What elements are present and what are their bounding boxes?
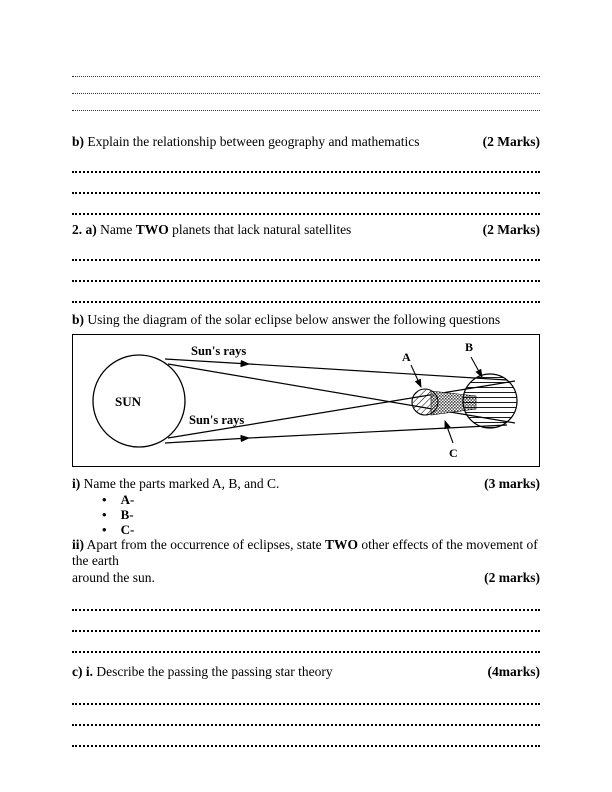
question-2bii-line1 — [72, 537, 540, 569]
solar-eclipse-diagram — [72, 334, 540, 467]
question-2a-keyword: TWO — [135, 222, 169, 237]
answer-line — [72, 173, 540, 194]
answer-line — [72, 705, 540, 726]
question-2bii — [72, 537, 540, 586]
question-2a-pre: Name — [96, 222, 136, 237]
answer-lines-top — [72, 60, 540, 111]
question-2bii-keyword: TWO — [325, 537, 359, 552]
label-c: C — [449, 446, 458, 460]
answer-bullet-list — [102, 492, 540, 537]
rays-label-bottom: Sun's rays — [189, 413, 245, 427]
bullet-item-c: • C- — [102, 522, 540, 537]
answer-line — [72, 726, 540, 747]
question-2b — [72, 311, 540, 328]
question-1b-body: Explain the relationship between geography and mathematics — [84, 134, 420, 149]
question-2ci-marks: (4marks) — [487, 664, 540, 679]
question-2b-label: b) — [72, 312, 85, 327]
question-2b-body: Using the diagram of the solar eclipse below answer the following questions — [84, 312, 501, 327]
question-1b — [72, 133, 540, 150]
ray-line-top-cont — [249, 364, 507, 380]
answer-line — [72, 684, 540, 705]
answer-line — [72, 240, 540, 261]
question-1b-label: b) — [72, 134, 85, 149]
answer-line — [72, 194, 540, 215]
question-2bii-label: ii) — [72, 537, 84, 552]
question-2bi-label: i) — [72, 476, 81, 491]
answer-line — [72, 282, 540, 303]
question-2bii-pre: Apart from the occurrence of eclipses, state — [84, 537, 326, 552]
ray-line-bottom-cont — [249, 425, 507, 438]
bullet-item-a: • A- — [102, 492, 540, 507]
question-2bii-line2 — [72, 569, 540, 586]
answer-line — [72, 94, 540, 111]
question-2bi-body: Name the parts marked A, B, and C. — [80, 476, 280, 491]
question-2bi-marks: (3 marks) — [484, 476, 540, 491]
answer-line — [72, 60, 540, 77]
pointer-a — [411, 365, 421, 387]
answer-line — [72, 632, 540, 653]
question-2a-post: planets that lack natural satellites — [168, 222, 352, 237]
question-2bii-line2-text: around the sun. — [72, 570, 155, 585]
label-a: A — [402, 350, 411, 364]
question-1b-text — [72, 133, 420, 150]
question-2a-marks: (2 Marks) — [482, 222, 540, 237]
question-2bii-marks: (2 marks) — [484, 570, 540, 585]
sun-label: SUN — [115, 394, 142, 409]
pointer-c — [445, 421, 453, 443]
ray-line-bottom — [165, 438, 249, 443]
answer-line — [72, 261, 540, 282]
question-2ci-text — [72, 663, 333, 680]
rays-label-top: Sun's rays — [191, 344, 247, 358]
question-2a-label: 2. a) — [72, 222, 97, 237]
question-2ci — [72, 663, 540, 680]
ray-line-top — [165, 359, 249, 364]
earth-circle — [463, 374, 517, 428]
answer-lines-2a — [72, 240, 540, 303]
answer-line — [72, 590, 540, 611]
eclipse-svg — [73, 335, 539, 466]
question-1b-marks: (2 Marks) — [482, 134, 540, 149]
answer-lines-2ci — [72, 684, 540, 747]
answer-lines-1b — [72, 152, 540, 215]
question-2b-text — [72, 311, 500, 328]
answer-line — [72, 77, 540, 94]
bullet-item-b: • B- — [102, 507, 540, 522]
question-2bi-text — [72, 475, 279, 492]
question-2ci-body: Describe the passing the passing star theory — [93, 664, 333, 679]
answer-line — [72, 611, 540, 632]
question-2ci-label: c) i. — [72, 664, 93, 679]
answer-line — [72, 152, 540, 173]
question-2bii-post: other effects of the movement of the earth — [72, 537, 538, 568]
question-2bi — [72, 475, 540, 492]
answer-lines-2bii — [72, 590, 540, 653]
question-2a-text — [72, 221, 351, 238]
label-b: B — [465, 340, 474, 354]
question-2a — [72, 221, 540, 238]
pointer-b — [471, 357, 482, 377]
moon-circle — [412, 389, 438, 415]
